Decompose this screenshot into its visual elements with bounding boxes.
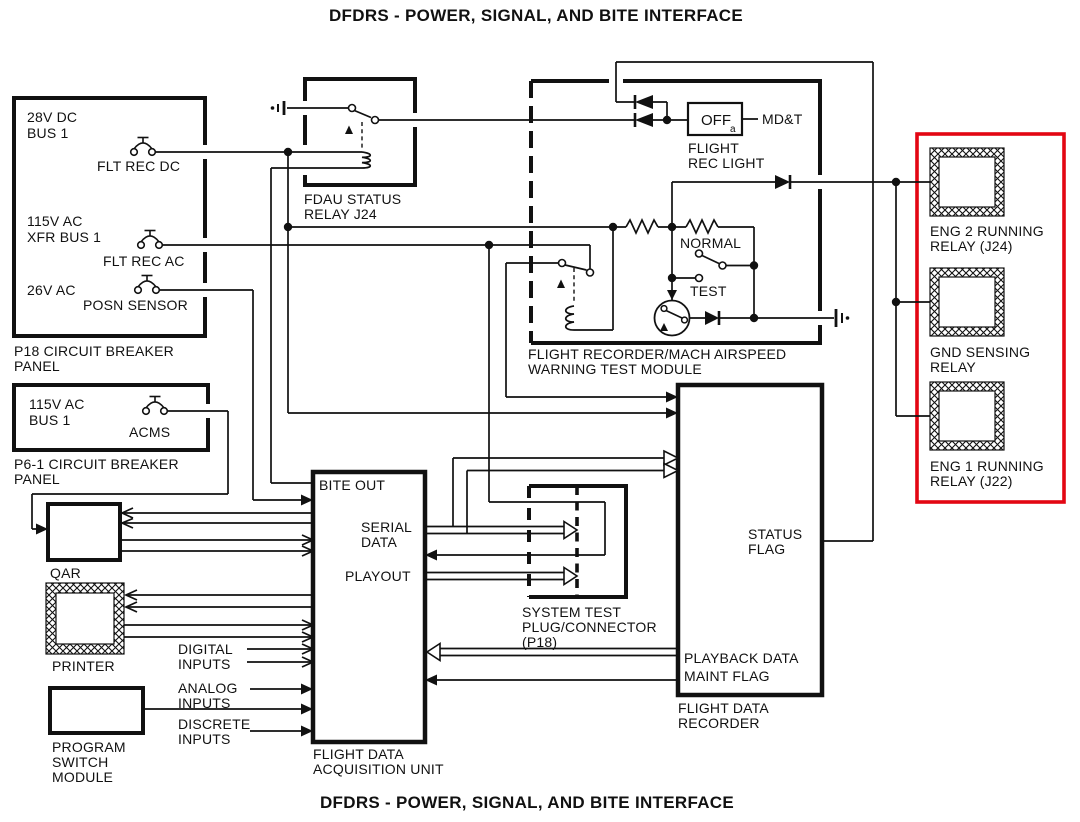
qar-box [48, 504, 120, 560]
fdr-caption-line1: FLIGHT DATA [678, 700, 769, 716]
program-switch-module-box [50, 688, 143, 733]
eng2-relay-label-line1: ENG 2 RUNNING [930, 223, 1044, 239]
fdau-relay-caption-line2: RELAY J24 [304, 206, 377, 222]
breaker-posn-sensor-icon [135, 276, 160, 294]
fdr-status-flag-line2: FLAG [748, 541, 786, 557]
diode-icon [635, 95, 653, 109]
gnd-relay-label-line1: GND SENSING [930, 344, 1031, 360]
p18-caption-line1: P18 CIRCUIT BREAKER [14, 343, 174, 359]
normal-label: NORMAL [680, 235, 742, 251]
mdt-label: MD&T [762, 111, 803, 127]
analog-inputs-line1: ANALOG [178, 680, 238, 696]
qar-label: QAR [50, 565, 81, 581]
ground-icon [836, 309, 849, 327]
fdau-relay-caption-line1: FDAU STATUS [304, 191, 402, 207]
p18-bus-28v-line2: BUS 1 [27, 125, 69, 141]
breaker-flt-rec-dc-icon [131, 138, 156, 156]
breaker-flt-rec-ac-icon [138, 231, 163, 249]
p61-caption-line2: PANEL [14, 471, 60, 487]
fdau-box [313, 472, 425, 742]
fdau-caption-line2: ACQUISITION UNIT [313, 761, 444, 777]
fdau-playout-label: PLAYOUT [345, 568, 411, 584]
diode-icon [705, 311, 719, 325]
p18-bus-28v-line1: 28V DC [27, 109, 78, 125]
flight-rec-light-off: OFF [701, 112, 731, 129]
fdau-status-relay-box [305, 79, 415, 185]
ground-icon [271, 101, 284, 115]
p18-bus-115v-line2: XFR BUS 1 [27, 229, 102, 245]
flight-rec-light-off-sub: a [730, 124, 736, 135]
wire-serial-data [425, 458, 664, 534]
psm-label-line2: SWITCH [52, 754, 109, 770]
wire-eng-relay-feeds [896, 182, 930, 416]
flight-rec-light-caption-line2: REC LIGHT [688, 155, 765, 171]
test-plug-caption-line2: PLUG/CONNECTOR [522, 619, 657, 635]
discrete-inputs-line2: INPUTS [178, 731, 231, 747]
fdau-serial-line2: DATA [361, 534, 398, 550]
digital-inputs-line2: INPUTS [178, 656, 231, 672]
wire-playback-maint [437, 649, 678, 681]
p61-breaker-acms-label: ACMS [129, 424, 171, 440]
printer-label: PRINTER [52, 658, 115, 674]
mach-warning-test-rotary-icon [655, 301, 690, 336]
labels [14, 6, 1044, 812]
wire-posn-sensor [159, 290, 301, 500]
diode-icon [775, 175, 790, 189]
test-module-relay-contact [557, 260, 594, 289]
fdr-caption-line2: RECORDER [678, 715, 760, 731]
test-module-caption-line1: FLIGHT RECORDER/MACH AIRSPEED [528, 346, 787, 362]
p18-breaker-posn-label: POSN SENSOR [83, 297, 188, 313]
wire-printer [124, 595, 313, 637]
p18-caption-line2: PANEL [14, 358, 60, 374]
eng1-relay-label-line1: ENG 1 RUNNING [930, 458, 1044, 474]
gnd-relay-label-line2: RELAY [930, 359, 976, 375]
flight-rec-light-caption-line1: FLIGHT [688, 140, 739, 156]
circuit-breakers [131, 138, 168, 415]
eng2-relay-label-line2: RELAY (J24) [930, 238, 1013, 254]
component-boxes [14, 79, 822, 742]
fdr-status-flag-line1: STATUS [748, 526, 803, 542]
p18-breaker-dc-label: FLT REC DC [97, 158, 181, 174]
printer-box [46, 583, 124, 654]
gnd-sensing-relay-box [930, 268, 1004, 336]
test-switch-contact [696, 275, 703, 282]
fdr-playback-label: PLAYBACK DATA [684, 650, 799, 666]
digital-inputs-line1: DIGITAL [178, 641, 233, 657]
p18-bus-115v-line1: 115V AC [27, 213, 83, 229]
title-top: DFDRS - POWER, SIGNAL, AND BITE INTERFACE [328, 6, 744, 25]
diode-icon [635, 113, 653, 127]
fdau-caption-line1: FLIGHT DATA [313, 746, 404, 762]
breaker-acms-icon [143, 397, 168, 415]
fdau-bite-out-label: BITE OUT [319, 477, 386, 493]
title-bottom: DFDRS - POWER, SIGNAL, AND BITE INTERFACE [319, 793, 735, 812]
relay-actuator-links [362, 122, 574, 304]
eng1-relay-label-line2: RELAY (J22) [930, 473, 1013, 489]
p61-bus-line1: 115V AC [29, 396, 85, 412]
test-module-caption-line2: WARNING TEST MODULE [528, 361, 702, 377]
eng2-running-relay-box [930, 148, 1004, 216]
fdr-maint-flag-label: MAINT FLAG [684, 668, 770, 684]
test-plug-caption-line1: SYSTEM TEST [522, 604, 622, 620]
p18-breaker-ac-label: FLT REC AC [103, 253, 185, 269]
wire-playout [425, 573, 565, 580]
wire-115vac-fltrec [162, 245, 605, 555]
crosshatched-boxes [46, 148, 1004, 654]
discrete-inputs-line1: DISCRETE [178, 716, 251, 732]
wire-status-flag-light-loop [287, 62, 873, 541]
psm-label-line1: PROGRAM [52, 739, 126, 755]
p61-caption-line1: P6-1 CIRCUIT BREAKER [14, 456, 179, 472]
relay-contacts [345, 105, 726, 289]
fdau-serial-line1: SERIAL [361, 519, 412, 535]
p18-bus-26v: 26V AC [27, 282, 76, 298]
wire-qar [120, 513, 313, 551]
p61-bus-line2: BUS 1 [29, 412, 71, 428]
test-plug-caption-line3: (P18) [522, 634, 558, 650]
analog-inputs-line2: INPUTS [178, 695, 231, 711]
test-label: TEST [690, 283, 727, 299]
eng1-running-relay-box [930, 382, 1004, 450]
psm-label-line3: MODULE [52, 769, 114, 785]
